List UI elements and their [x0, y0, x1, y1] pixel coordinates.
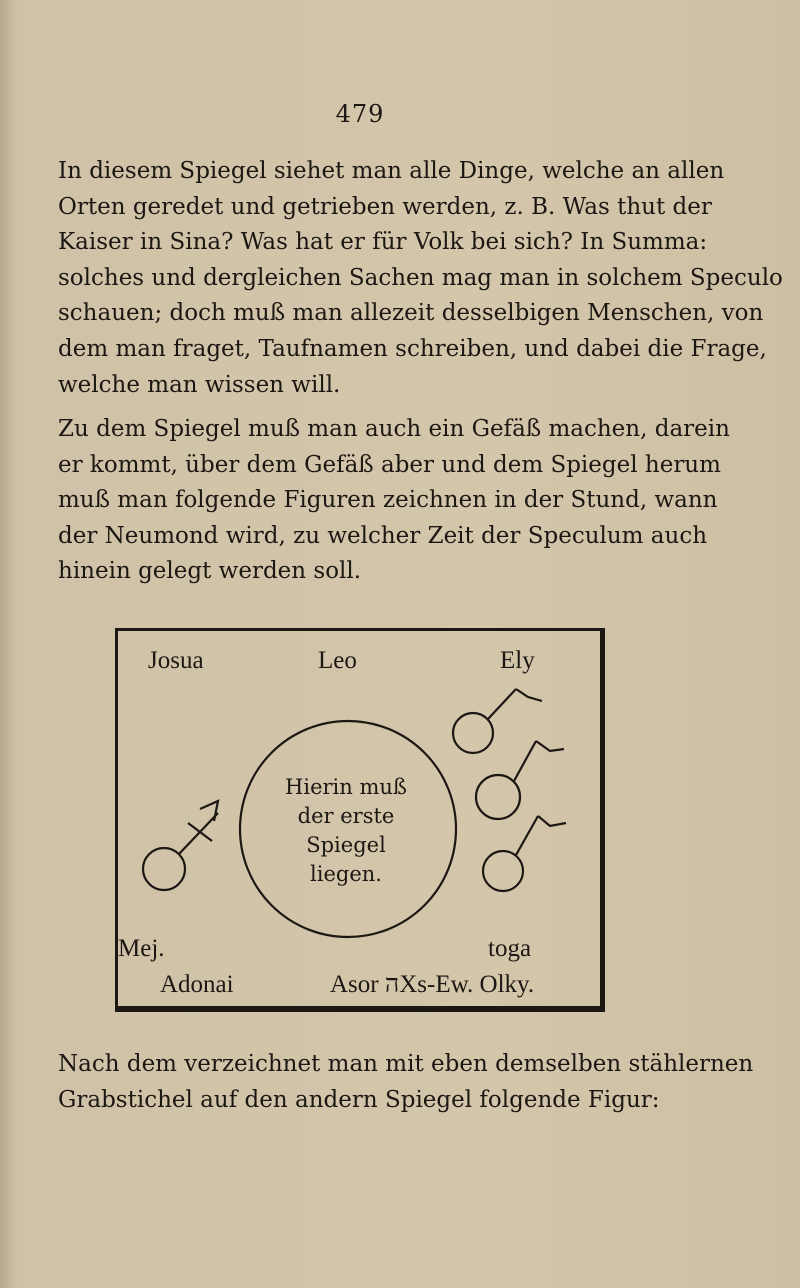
text-line: Zu dem Spiegel muß man auch ein Gefäß machen, darein [58, 416, 730, 442]
paragraph-1 [58, 154, 783, 403]
circle-line: der erste [297, 804, 395, 828]
text-line: welche man wissen will. [58, 371, 341, 398]
symbol-right-bottom-icon [483, 851, 523, 891]
text-line: schauen; doch muß man allezeit desselbigen Menschen, von [58, 300, 764, 327]
text-line: In diesem Spiegel siehet man alle Dinge, welche an allen [58, 158, 725, 184]
text-line: der Neumond wird, zu welcher Zeit der Speculum auch [58, 522, 708, 549]
text-line: muß man folgende Figuren zeichnen in der Stund, wann [58, 487, 718, 514]
label-adonai: Adonai [160, 971, 234, 998]
text-line: solches und dergleichen Sachen mag man in solchem Speculo [58, 264, 783, 291]
text-line: er kommt, über dem Gefäß aber und dem Spiegel herum [58, 451, 721, 478]
circle-line: liegen. [310, 862, 382, 886]
label-asor: Asor ה‎Xs-Ew. Olky. [330, 971, 535, 998]
circle-inscription [276, 773, 416, 889]
text-line: Kaiser in Sina? Was hat er für Volk bei sich? In Summa: [58, 229, 708, 256]
page-number: 479 [335, 100, 385, 128]
text-line: Grabstichel auf den andern Spiegel folgende Figur: [58, 1086, 660, 1113]
label-leo: Leo [318, 647, 357, 674]
magic-figure [115, 628, 605, 1012]
label-toga: toga [488, 935, 532, 962]
circle-line: Spiegel [306, 833, 386, 857]
symbol-right-top-icon [453, 713, 493, 753]
text-line: Orten geredet und getrieben werden, z. B. Was thut der [58, 193, 712, 220]
label-ely: Ely [500, 647, 535, 674]
circle-line: Hierin muß [285, 775, 407, 799]
mars-symbol-left-icon [143, 848, 185, 890]
paragraph-3 [58, 1047, 754, 1118]
symbol-right-middle-icon [476, 775, 520, 819]
text-line: hinein gelegt werden soll. [58, 558, 362, 585]
label-josua: Josua [148, 647, 204, 674]
paragraph-2 [58, 412, 730, 590]
text-line: Nach dem verzeichnet man mit eben demselben stählernen [58, 1051, 754, 1077]
label-mej: Mej. [118, 935, 165, 962]
text-line: dem man fraget, Taufnamen schreiben, und dabei die Frage, [58, 335, 767, 362]
